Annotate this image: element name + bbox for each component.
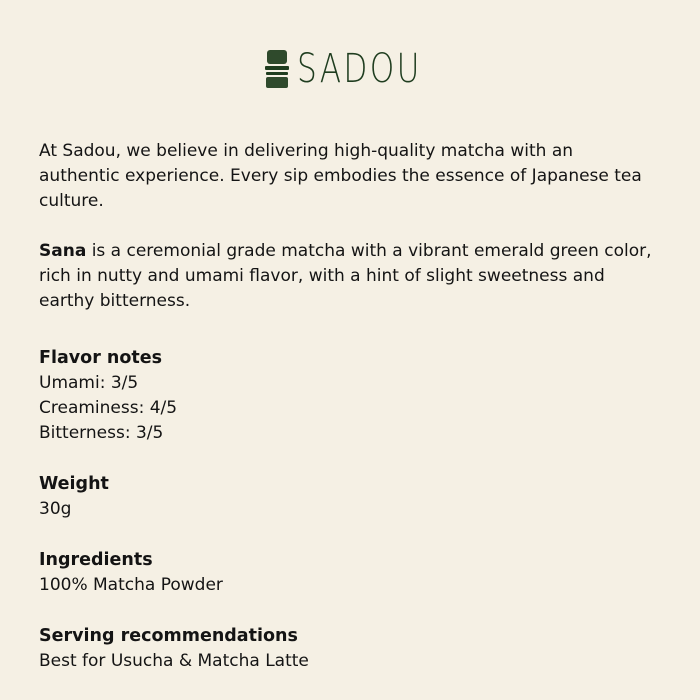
intro-paragraph: At Sadou, we believe in delivering high-quality matcha with an authentic experience. Every sip embodies the essence of Japanese tea culture. [39,141,642,211]
flavor-notes-section [39,346,659,446]
product-paragraph [39,239,659,314]
ingredients-value: 100% Matcha Powder [39,575,223,595]
product-description [39,139,659,674]
product-description-text: is a ceremonial grade matcha with a vibrant emerald green color, rich in nutty and umami flavor, with a hint of slight sweetness and earthy bitterness. [39,241,652,311]
weight-section [39,472,659,522]
ingredients-title: Ingredients [39,550,153,570]
flavor-note-bitterness: Bitterness: 3/5 [39,423,164,443]
serving-value: Best for Usucha & Matcha Latte [39,651,309,671]
flavor-note-creaminess: Creaminess: 4/5 [39,398,178,418]
brand-name: SADOU [297,46,422,92]
weight-title: Weight [39,474,109,494]
serving-section [39,624,659,674]
brand-logo [0,46,700,92]
weight-value: 30g [39,499,72,519]
tea-cup-icon [263,48,291,90]
flavor-note-umami: Umami: 3/5 [39,373,139,393]
ingredients-section [39,548,659,598]
product-name: Sana [39,241,87,261]
serving-title: Serving recommendations [39,626,298,646]
flavor-notes-title: Flavor notes [39,348,163,368]
